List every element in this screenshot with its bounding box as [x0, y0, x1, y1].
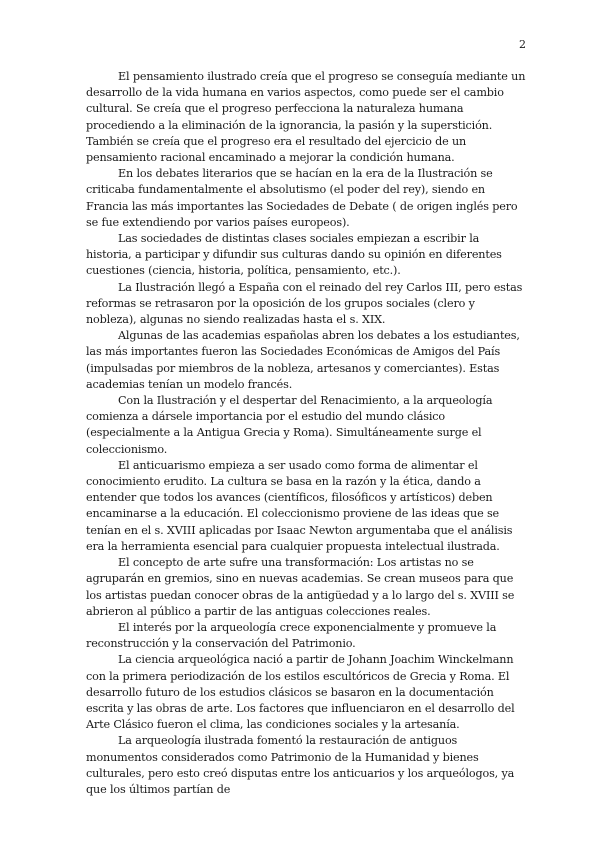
paragraph-7: El anticuarismo empieza a ser usado como forma de alimentar el conocimiento erudito. La cultura se basa en la razón y la ética, dando a entender que todos los avances (científicos, filosóficos y artísticos) deben encaminarse a la educación. El coleccionismo proviene de las ideas que se tenían en el s. XVIII aplicadas por Isaac Newton argumentaba que el análisis era la herramienta esencial para cualquier propuesta intelectual ilustrada. — [86, 458, 513, 553]
page-number: 2 — [519, 38, 526, 51]
paragraph-8: El concepto de arte sufre una transformación: Los artistas no se agruparán en gremios, sino en nuevas academias. Se crean museos para que los artistas puedan conocer obras de la antigüedad y a lo largo del s. XVIII se abrieron al público a partir de las antiguas colecciones reales. — [86, 556, 515, 618]
document-body — [86, 69, 526, 798]
paragraph-9: El interés por la arqueología crece exponencialmente y promueve la reconstrucción y la conservación del Patrimonio. — [86, 620, 497, 651]
paragraph-10: La ciencia arqueológica nació a partir de Johann Joachim Winckelmann con la primera periodización de los estilos escultóricos de Grecia y Roma. El desarrollo futuro de los estudios clásicos se basaron en la documentación escrita y las obras de arte. Los factores que influenciaron en el desarrollo del Arte Clásico fueron el clima, las condiciones sociales y la artesanía. — [86, 653, 515, 732]
paragraph-11: La arqueología ilustrada fomentó la restauración de antiguos monumentos considerados como Patrimonio de la Humanidad y bienes culturales, pero esto creó disputas entre los anticuarios y los arqueólogos, ya que los últimos partían de — [86, 734, 515, 796]
paragraph-6: Con la Ilustración y el despertar del Renacimiento, a la arqueología comienza a dársele importancia por el estudio del mundo clásico (especialmente a la Antigua Grecia y Roma). Simultáneamente surge el coleccionismo. — [86, 394, 493, 456]
paragraph-5: Algunas de las academias españolas abren los debates a los estudiantes, las más importantes fueron las Sociedades Económicas de Amigos del País (impulsadas por miembros de la nobleza, artesanos y comerciantes). Estas academias tenían un modelo francés. — [86, 329, 520, 391]
paragraph-3: Las sociedades de distintas clases sociales empiezan a escribir la historia, a participar y difundir sus culturas dando su opinión en diferentes cuestiones (ciencia, historia, política, pensamiento, etc.). — [86, 232, 502, 278]
paragraph-1: El pensamiento ilustrado creía que el progreso se conseguía mediante un desarrollo de la vida humana en varios aspectos, como puede ser el cambio cultural. Se creía que el progreso perfecciona la naturaleza humana procediendo a la eliminación de la ignorancia, la pasión y la superstición. También se creía que el progreso era el resultado del ejercicio de un pensamiento racional encaminado a mejorar la condición humana. — [86, 70, 526, 165]
paragraph-2: En los debates literarios que se hacían en la era de la Ilustración se criticaba fundamentalmente el absolutismo (el poder del rey), siendo en Francia las más importantes las Sociedades de Debate ( de origen inglés pero se fue extendiendo por varios países europeos). — [86, 167, 518, 229]
paragraph-4: La Ilustración llegó a España con el reinado del rey Carlos III, pero estas reformas se retrasaron por la oposición de los grupos sociales (clero y nobleza), algunas no siendo realizadas hasta el s. XIX. — [86, 280, 523, 327]
